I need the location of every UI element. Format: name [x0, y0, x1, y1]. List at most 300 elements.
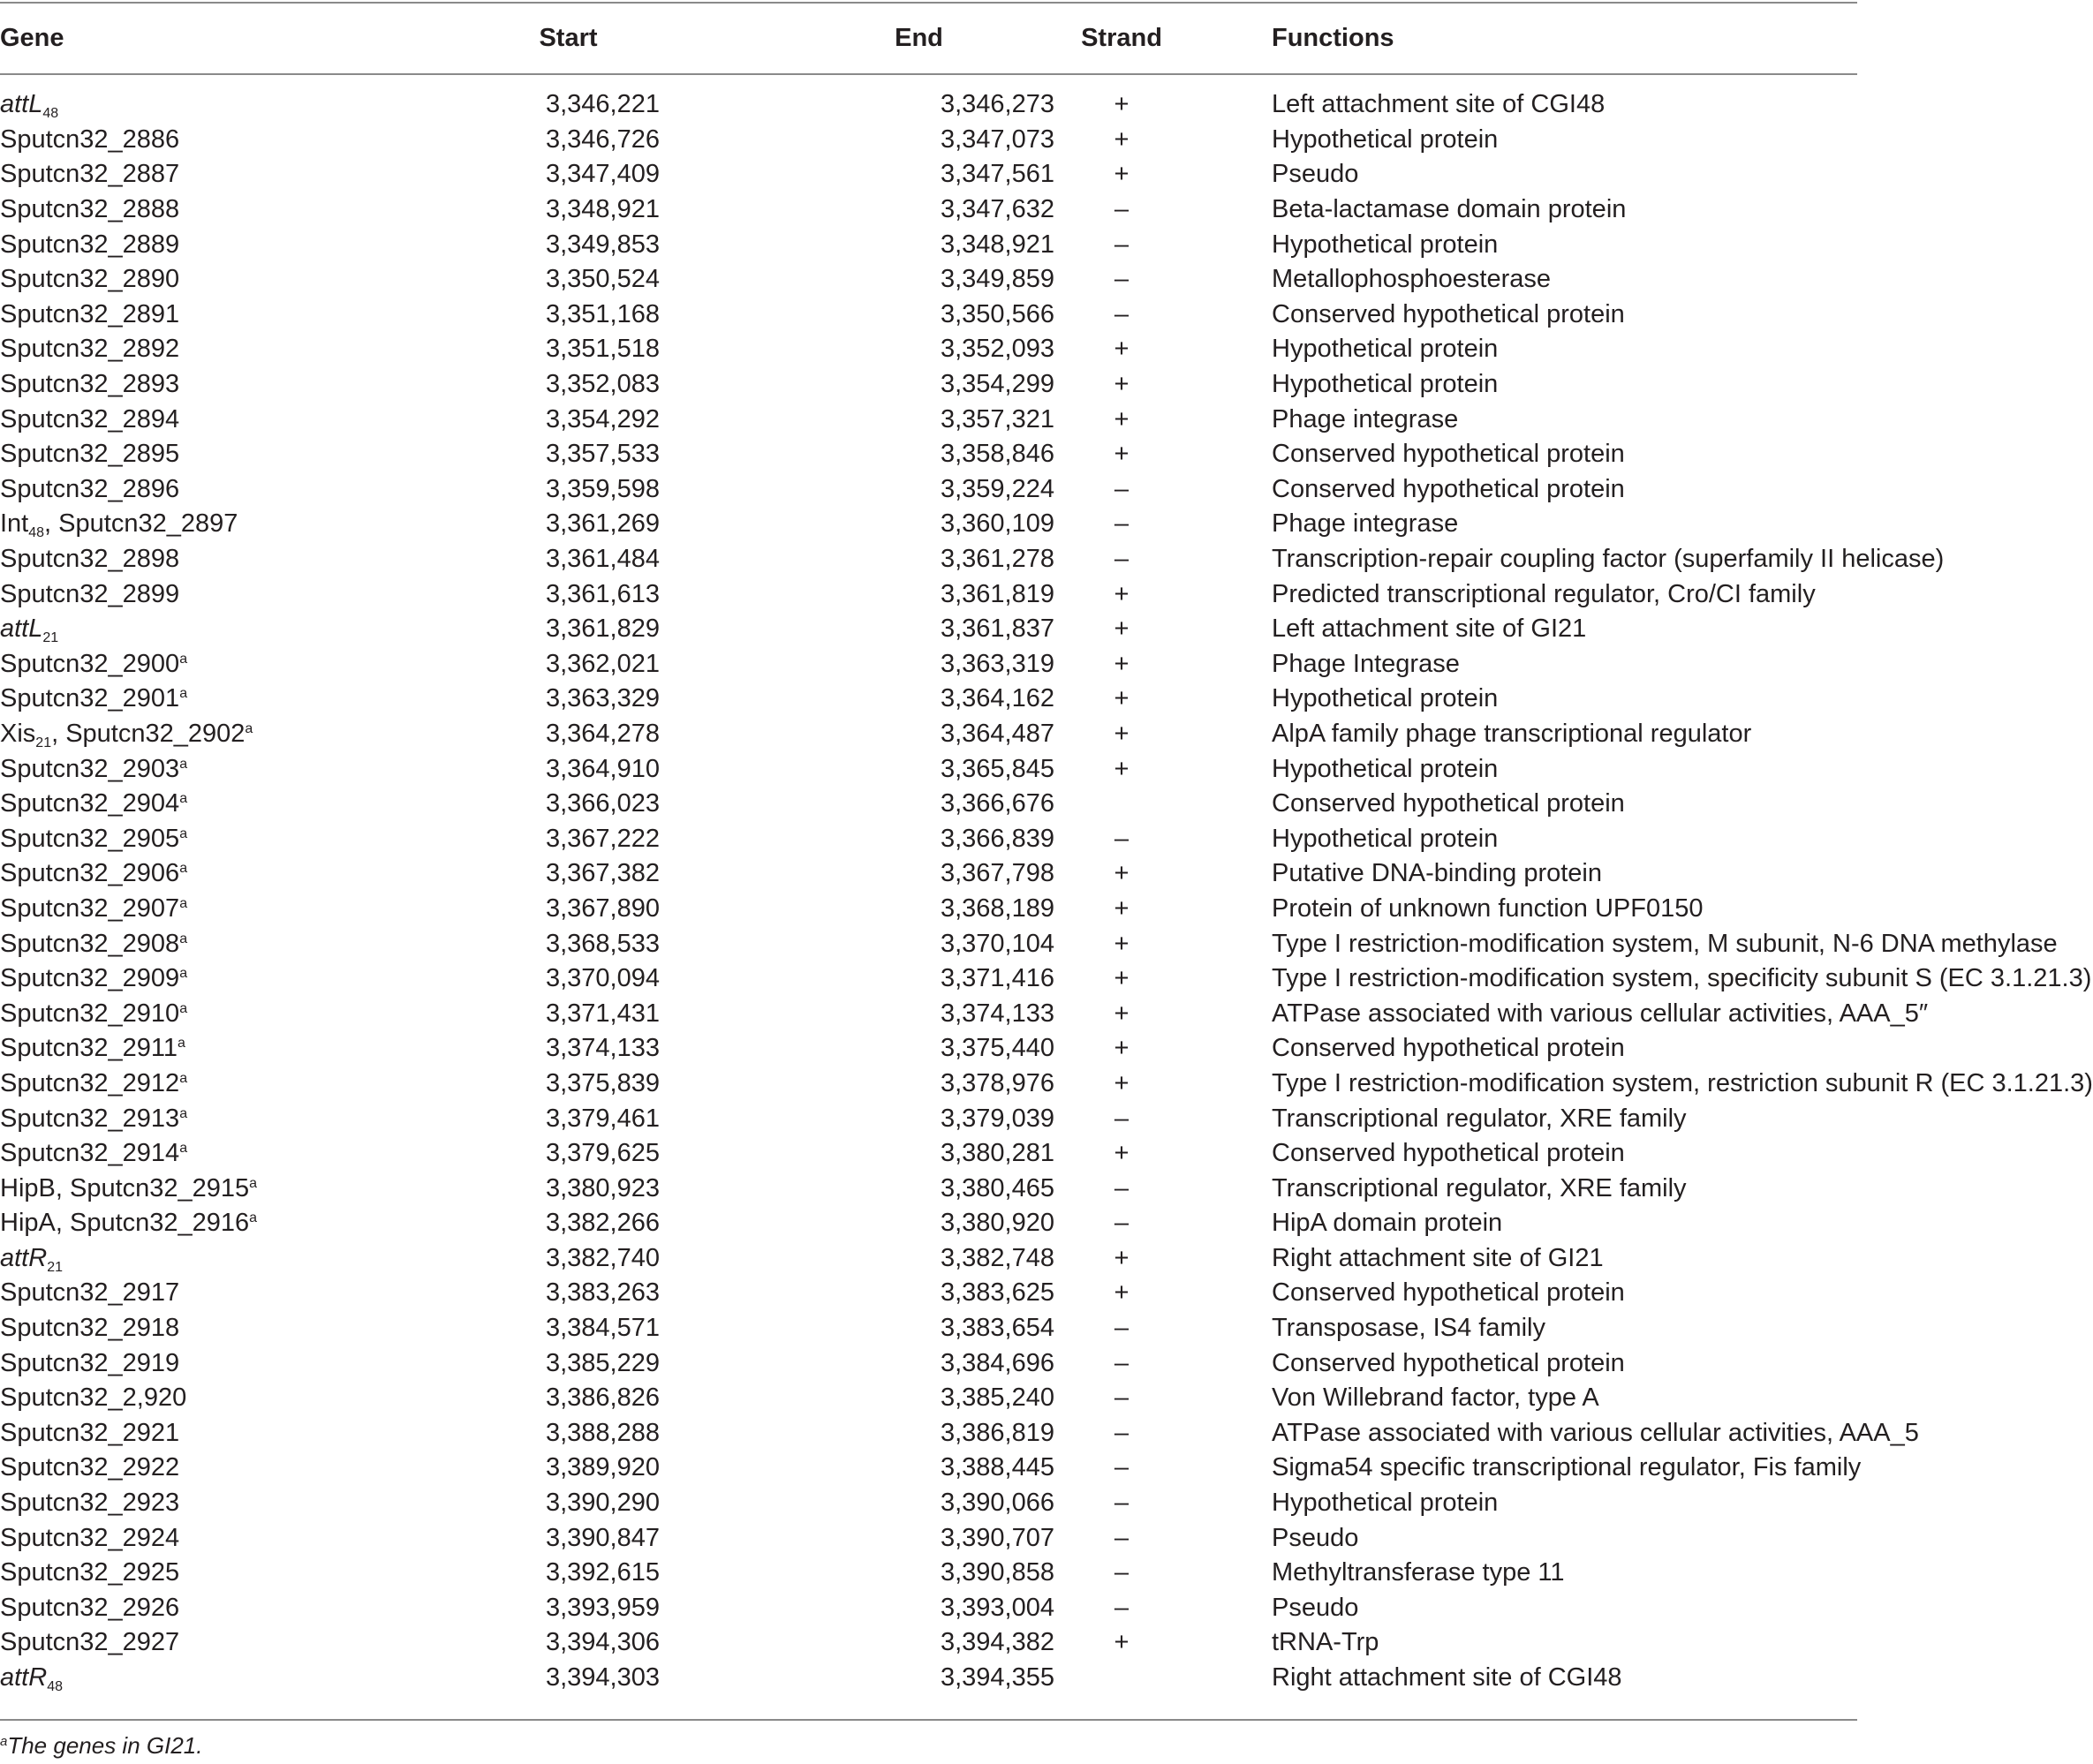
gene-subscript: 48 [47, 1679, 63, 1695]
gene-cell [0, 1486, 389, 1521]
gene-cell [0, 123, 389, 158]
function-cell: Sigma54 specific transcriptional regulator, Fis family [1272, 1453, 1862, 1482]
end-cell: 3,383,654 [940, 1314, 1054, 1343]
strand-cell: + [1114, 999, 1130, 1028]
gene-cell [0, 1381, 389, 1416]
start-cell: 3,379,461 [545, 1104, 660, 1133]
start-cell: 3,346,726 [545, 124, 660, 154]
gene-cell [0, 577, 389, 612]
function-cell: Conserved hypothetical protein [1272, 789, 1625, 818]
gene-subscript: 21 [47, 1259, 63, 1275]
end-cell: 3,394,382 [940, 1628, 1054, 1657]
end-cell: 3,378,976 [940, 1068, 1054, 1097]
start-cell: 3,374,133 [545, 1034, 660, 1063]
start-cell: 3,361,613 [545, 579, 660, 608]
strand-cell: + [1114, 1139, 1130, 1168]
function-cell: Hypothetical protein [1272, 230, 1499, 259]
function-cell: AlpA family phage transcriptional regulator [1272, 719, 1752, 748]
table-header-row [0, 4, 1857, 73]
function-cell: Type I restriction-modification system, restriction subunit R (EC 3.1.21.3) [1272, 1068, 2093, 1097]
gene-footnote-marker: a [178, 1036, 185, 1052]
function-cell: Transcriptional regulator, XRE family [1272, 1104, 1687, 1133]
gene-name: Sputcn32_2905 [0, 824, 180, 853]
end-cell: 3,380,465 [940, 1173, 1054, 1202]
end-cell: 3,358,846 [940, 440, 1054, 469]
table-row [0, 472, 1857, 508]
function-cell: Metallophosphoesterase [1272, 265, 1551, 294]
end-cell: 3,363,319 [940, 649, 1054, 678]
end-cell: 3,350,566 [940, 299, 1054, 328]
start-cell: 3,359,598 [545, 474, 660, 503]
gene-name: Sputcn32_2894 [0, 404, 180, 433]
gene-cell [0, 1520, 389, 1556]
start-cell: 3,354,292 [545, 404, 660, 433]
start-cell: 3,385,229 [545, 1348, 660, 1377]
gene-cell [0, 1136, 389, 1172]
strand-cell [1054, 1661, 1189, 1696]
table-row [0, 1171, 1857, 1206]
table-row [0, 542, 1857, 577]
function-cell: Hypothetical protein [1272, 684, 1499, 713]
gene-cell [0, 647, 389, 682]
gene-cell [0, 1206, 389, 1241]
gene-name-rest: , Sputcn32_2902 [51, 719, 246, 748]
gene-name: Sputcn32_2896 [0, 474, 180, 503]
function-cell: Transposase, IS4 family [1272, 1314, 1545, 1343]
table-row [0, 1276, 1857, 1311]
gene-name: Sputcn32_2908 [0, 929, 180, 958]
strand-cell: – [1114, 1209, 1130, 1238]
table-row [0, 1381, 1857, 1416]
end-cell: 3,394,355 [940, 1663, 1054, 1692]
gene-cell [0, 1346, 389, 1381]
start-cell: 3,390,290 [545, 1489, 660, 1518]
function-cell: tRNA-Trp [1272, 1628, 1379, 1657]
gene-table [0, 4, 2093, 1695]
strand-cell: – [1114, 1314, 1130, 1343]
function-cell: Von Willebrand factor, type A [1272, 1383, 1599, 1413]
strand-cell: + [1114, 335, 1130, 364]
end-cell: 3,386,819 [940, 1418, 1054, 1447]
gene-name: attL [0, 90, 43, 119]
function-cell: Phage integrase [1272, 509, 1459, 539]
end-cell: 3,380,281 [940, 1139, 1054, 1168]
gene-name: Sputcn32_2893 [0, 370, 180, 399]
gene-footnote-marker: a [179, 686, 188, 702]
gene-name: Sputcn32_2926 [0, 1593, 180, 1622]
strand-cell: – [1114, 299, 1130, 328]
table-row [0, 1311, 1857, 1346]
function-cell: Hypothetical protein [1272, 1489, 1499, 1518]
strand-cell: + [1114, 964, 1130, 993]
strand-cell: + [1114, 124, 1130, 154]
header-strand: Strand [1081, 24, 1162, 52]
function-cell: Conserved hypothetical protein [1272, 1348, 1625, 1377]
start-cell: 3,388,288 [545, 1418, 660, 1447]
start-cell: 3,370,094 [545, 964, 660, 993]
gene-cell [0, 73, 389, 123]
start-cell: 3,357,533 [545, 440, 660, 469]
gene-name: Sputcn32_2927 [0, 1628, 180, 1657]
gene-name: Sputcn32_2912 [0, 1068, 180, 1097]
start-cell: 3,394,306 [545, 1628, 660, 1657]
table-row [0, 262, 1857, 298]
gene-name: Sputcn32_2922 [0, 1453, 180, 1482]
start-cell: 3,382,740 [545, 1243, 660, 1272]
start-cell: 3,386,826 [545, 1383, 660, 1413]
gene-name: Sputcn32_2919 [0, 1348, 180, 1377]
table-row [0, 192, 1857, 228]
start-cell: 3,380,923 [545, 1173, 660, 1202]
gene-footnote-marker: a [245, 720, 253, 736]
table-row [0, 1206, 1857, 1241]
gene-cell [0, 892, 389, 927]
end-cell: 3,380,920 [940, 1209, 1054, 1238]
gene-name: attR [0, 1243, 48, 1272]
strand-cell: – [1114, 1173, 1130, 1202]
gene-cell [0, 1625, 389, 1661]
end-cell: 3,379,039 [940, 1104, 1054, 1133]
function-cell: ATPase associated with various cellular activities, AAA_5″ [1272, 999, 1929, 1028]
start-cell: 3,375,839 [545, 1068, 660, 1097]
strand-cell: + [1114, 859, 1130, 888]
end-cell: 3,364,162 [940, 684, 1054, 713]
header-end: End [895, 24, 943, 52]
table-row [0, 682, 1857, 717]
end-cell: 3,383,625 [940, 1278, 1054, 1308]
start-cell: 3,352,083 [545, 370, 660, 399]
function-cell: Conserved hypothetical protein [1272, 1139, 1625, 1168]
table-row [0, 437, 1857, 472]
gene-cell [0, 1661, 389, 1696]
gene-name: Sputcn32_2901 [0, 684, 180, 713]
table-row [0, 821, 1857, 856]
gene-cell [0, 1171, 389, 1206]
strand-cell: + [1114, 160, 1130, 189]
table-row [0, 1346, 1857, 1381]
start-cell: 3,350,524 [545, 265, 660, 294]
gene-name: HipB, Sputcn32_2915 [0, 1173, 250, 1202]
header-start: Start [539, 24, 598, 52]
gene-subscript: 48 [28, 525, 45, 541]
gene-name: Sputcn32_2900 [0, 649, 180, 678]
end-cell: 3,390,707 [940, 1523, 1054, 1552]
function-cell: Putative DNA-binding protein [1272, 859, 1602, 888]
strand-cell: – [1114, 1383, 1130, 1413]
table-row [0, 507, 1857, 542]
start-cell: 3,348,921 [545, 195, 660, 224]
gene-name: Sputcn32_2888 [0, 195, 180, 224]
end-cell: 3,384,696 [940, 1348, 1054, 1377]
start-cell: 3,390,847 [545, 1523, 660, 1552]
start-cell: 3,364,278 [545, 719, 660, 748]
gene-footnote-marker: a [249, 1210, 258, 1226]
table-row [0, 996, 1857, 1031]
table-body [0, 73, 2093, 1695]
gene-name: Sputcn32_2911 [0, 1034, 178, 1063]
end-cell: 3,347,561 [940, 160, 1054, 189]
footnote-marker: a [0, 1734, 8, 1749]
strand-cell: + [1114, 1034, 1130, 1063]
strand-cell: + [1114, 893, 1130, 923]
function-cell: Phage integrase [1272, 404, 1459, 433]
start-cell: 3,392,615 [545, 1558, 660, 1587]
table-row [0, 367, 1857, 403]
gene-name: Sputcn32_2889 [0, 230, 180, 259]
function-cell: Type I restriction-modification system, M subunit, N-6 DNA methylase [1272, 929, 2058, 958]
gene-footnote-marker: a [179, 895, 188, 911]
strand-cell: + [1114, 90, 1130, 119]
gene-cell [0, 227, 389, 262]
gene-cell [0, 821, 389, 856]
gene-cell [0, 367, 389, 403]
gene-name: Sputcn32_2895 [0, 440, 180, 469]
function-cell: Conserved hypothetical protein [1272, 1034, 1625, 1063]
gene-cell [0, 961, 389, 997]
gene-footnote-marker: a [179, 825, 188, 841]
function-cell: Hypothetical protein [1272, 824, 1499, 853]
gene-cell [0, 542, 389, 577]
table-row [0, 1451, 1857, 1486]
start-cell: 3,366,023 [545, 789, 660, 818]
table-row [0, 123, 1857, 158]
start-cell: 3,361,269 [545, 509, 660, 539]
strand-cell: + [1114, 1628, 1130, 1657]
table-row [0, 227, 1857, 262]
strand-cell: + [1114, 719, 1130, 748]
start-cell: 3,346,221 [545, 90, 660, 119]
gene-cell [0, 856, 389, 892]
table-row [0, 1591, 1857, 1626]
strand-cell: + [1114, 370, 1130, 399]
strand-cell: – [1114, 1489, 1130, 1518]
end-cell: 3,390,858 [940, 1558, 1054, 1587]
gene-cell [0, 996, 389, 1031]
table-bottom-rule [0, 1719, 1857, 1721]
gene-cell [0, 1276, 389, 1311]
gene-cell [0, 157, 389, 192]
gene-subscript: 48 [42, 106, 59, 122]
end-cell: 3,388,445 [940, 1453, 1054, 1482]
strand-cell: – [1114, 1104, 1130, 1133]
gene-footnote-marker: a [179, 1141, 188, 1157]
gene-cell [0, 1416, 389, 1451]
strand-cell: – [1114, 1453, 1130, 1482]
gene-cell [0, 507, 389, 542]
gene-name: Int [0, 509, 29, 539]
start-cell: 3,362,021 [545, 649, 660, 678]
table-row [0, 1556, 1857, 1591]
gene-cell [0, 1556, 389, 1591]
function-cell: Conserved hypothetical protein [1272, 474, 1625, 503]
gene-name: Sputcn32_2914 [0, 1139, 180, 1168]
start-cell: 3,384,571 [545, 1314, 660, 1343]
gene-footnote-marker: a [179, 861, 188, 877]
end-cell: 3,352,093 [940, 335, 1054, 364]
table-row [0, 926, 1857, 961]
strand-cell: – [1114, 509, 1130, 539]
gene-footnote-marker: a [249, 1175, 258, 1191]
start-cell: 3,347,409 [545, 160, 660, 189]
function-cell: Type I restriction-modification system, specificity subunit S (EC 3.1.21.3) [1272, 964, 2092, 993]
start-cell: 3,351,168 [545, 299, 660, 328]
gene-name: Sputcn32_2899 [0, 579, 180, 608]
gene-name: HipA, Sputcn32_2916 [0, 1209, 250, 1238]
gene-cell [0, 1311, 389, 1346]
gene-name: attL [0, 614, 43, 644]
function-cell: Predicted transcriptional regulator, Cro/CI family [1272, 579, 1816, 608]
gene-name: Sputcn32_2913 [0, 1104, 180, 1133]
table-row [0, 961, 1857, 997]
end-cell: 3,393,004 [940, 1593, 1054, 1622]
end-cell: 3,346,273 [940, 90, 1054, 119]
start-cell: 3,379,625 [545, 1139, 660, 1168]
strand-cell: – [1114, 824, 1130, 853]
end-cell: 3,382,748 [940, 1243, 1054, 1272]
function-cell: Transcriptional regulator, XRE family [1272, 1173, 1687, 1202]
end-cell: 3,368,189 [940, 893, 1054, 923]
function-cell: Hypothetical protein [1272, 370, 1499, 399]
table-row [0, 1520, 1857, 1556]
gene-footnote-marker: a [179, 791, 188, 807]
table-row [0, 1416, 1857, 1451]
start-cell: 3,368,533 [545, 929, 660, 958]
start-cell: 3,367,222 [545, 824, 660, 853]
gene-footnote-marker: a [179, 1070, 188, 1086]
table-row [0, 157, 1857, 192]
gene-name: Sputcn32_2924 [0, 1523, 180, 1552]
strand-cell: + [1114, 404, 1130, 433]
function-cell: Hypothetical protein [1272, 335, 1499, 364]
gene-cell [0, 1451, 389, 1486]
function-cell: Pseudo [1272, 160, 1359, 189]
end-cell: 3,348,921 [940, 230, 1054, 259]
function-cell: Conserved hypothetical protein [1272, 440, 1625, 469]
table-row [0, 647, 1857, 682]
strand-cell: + [1114, 1278, 1130, 1308]
strand-cell: + [1114, 684, 1130, 713]
function-cell: Pseudo [1272, 1593, 1359, 1622]
start-cell: 3,364,910 [545, 754, 660, 783]
strand-cell: + [1114, 614, 1130, 644]
table-row [0, 1101, 1857, 1136]
gene-name: Sputcn32_2906 [0, 859, 180, 888]
strand-cell: – [1114, 1523, 1130, 1552]
start-cell: 3,371,431 [545, 999, 660, 1028]
gene-name: Sputcn32_2923 [0, 1489, 180, 1518]
strand-cell: + [1114, 579, 1130, 608]
strand-cell: – [1114, 265, 1130, 294]
strand-cell: + [1114, 1243, 1130, 1272]
table-row [0, 1661, 1857, 1696]
function-cell: HipA domain protein [1272, 1209, 1503, 1238]
table-row [0, 402, 1857, 437]
strand-cell: – [1114, 545, 1130, 574]
function-cell: Hypothetical protein [1272, 124, 1499, 154]
gene-cell [0, 787, 389, 822]
gene-name: Sputcn32_2904 [0, 789, 180, 818]
table-row [0, 751, 1857, 787]
end-cell: 3,361,837 [940, 614, 1054, 644]
gene-name: Sputcn32_2891 [0, 299, 180, 328]
start-cell: 3,393,959 [545, 1593, 660, 1622]
end-cell: 3,361,819 [940, 579, 1054, 608]
gene-footnote-marker: a [179, 1105, 188, 1121]
table-row [0, 612, 1857, 647]
start-cell: 3,383,263 [545, 1278, 660, 1308]
end-cell: 3,354,299 [940, 370, 1054, 399]
gene-cell [0, 437, 389, 472]
strand-cell: – [1114, 1558, 1130, 1587]
gene-name: Sputcn32_2910 [0, 999, 180, 1028]
function-cell: Right attachment site of CGI48 [1272, 1663, 1622, 1692]
table-row [0, 73, 1857, 123]
end-cell: 3,359,224 [940, 474, 1054, 503]
table-row [0, 298, 1857, 333]
table-row [0, 892, 1857, 927]
gene-name: Xis [0, 719, 36, 748]
end-cell: 3,366,839 [940, 824, 1054, 853]
gene-name: attR [0, 1663, 48, 1692]
gene-name: Sputcn32_2892 [0, 335, 180, 364]
gene-subscript: 21 [35, 735, 52, 750]
gene-cell [0, 1031, 389, 1067]
gene-cell [0, 682, 389, 717]
end-cell: 3,364,487 [940, 719, 1054, 748]
strand-cell: – [1114, 230, 1130, 259]
table-row [0, 1136, 1857, 1172]
end-cell: 3,366,676 [940, 789, 1054, 818]
end-cell: 3,347,073 [940, 124, 1054, 154]
gene-footnote-marker: a [179, 756, 188, 772]
gene-name: Sputcn32_2898 [0, 545, 180, 574]
gene-name: Sputcn32_2907 [0, 893, 180, 923]
strand-cell [1054, 787, 1189, 822]
start-cell: 3,351,518 [545, 335, 660, 364]
function-cell: Phage Integrase [1272, 649, 1460, 678]
strand-cell: + [1114, 649, 1130, 678]
end-cell: 3,367,798 [940, 859, 1054, 888]
end-cell: 3,374,133 [940, 999, 1054, 1028]
gene-name: Sputcn32_2,920 [0, 1383, 187, 1413]
table-row [0, 787, 1857, 822]
gene-cell [0, 1241, 389, 1277]
end-cell: 3,347,632 [940, 195, 1054, 224]
gene-footnote-marker: a [179, 931, 188, 946]
function-cell: Pseudo [1272, 1523, 1359, 1552]
strand-cell: – [1114, 195, 1130, 224]
strand-cell: – [1114, 1593, 1130, 1622]
function-cell: Conserved hypothetical protein [1272, 1278, 1625, 1308]
gene-name: Sputcn32_2925 [0, 1558, 180, 1587]
start-cell: 3,361,829 [545, 614, 660, 644]
gene-cell [0, 1067, 389, 1102]
end-cell: 3,360,109 [940, 509, 1054, 539]
end-cell: 3,390,066 [940, 1489, 1054, 1518]
table-row [0, 717, 1857, 752]
function-cell: Beta-lactamase domain protein [1272, 195, 1627, 224]
function-cell: Left attachment site of CGI48 [1272, 90, 1606, 119]
end-cell: 3,357,321 [940, 404, 1054, 433]
start-cell: 3,382,266 [545, 1209, 660, 1238]
gene-footnote-marker: a [179, 651, 188, 667]
table-row [0, 1067, 1857, 1102]
footnote-text: The genes in GI21. [7, 1732, 203, 1759]
gene-cell [0, 1101, 389, 1136]
gene-cell [0, 298, 389, 333]
gene-name: Sputcn32_2921 [0, 1418, 180, 1447]
start-cell: 3,349,853 [545, 230, 660, 259]
